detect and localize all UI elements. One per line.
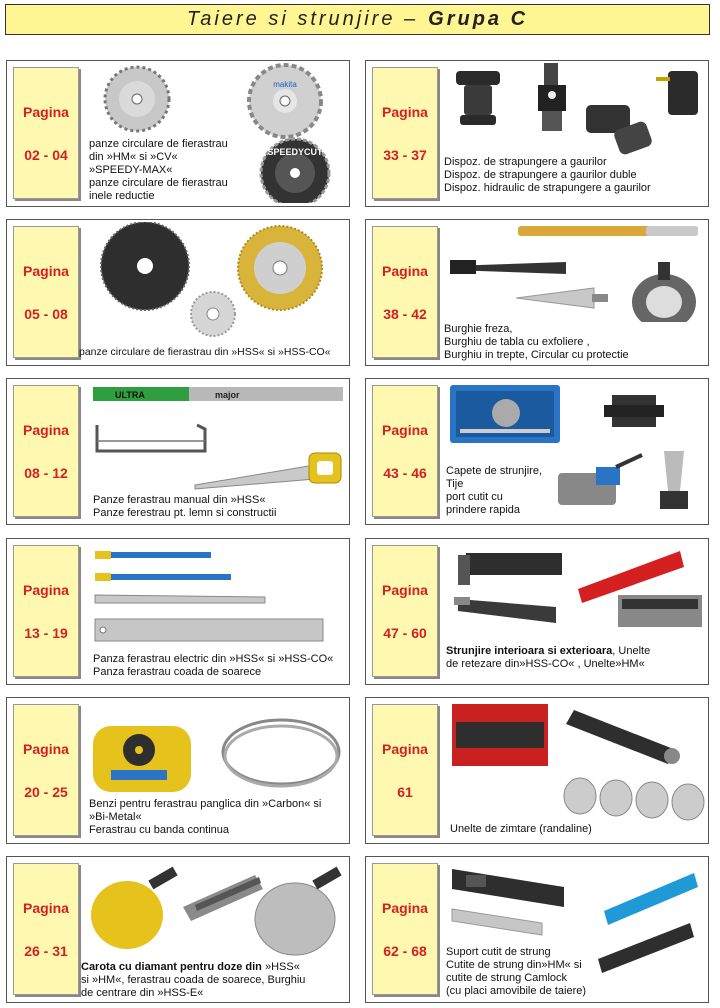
core-drill-icon [183, 875, 263, 921]
page-tab [372, 704, 438, 836]
page-tab [13, 704, 79, 836]
page-label: Pagina [382, 262, 428, 279]
yellow-hole-saw-icon [91, 867, 178, 949]
tool-case-icon [450, 385, 560, 443]
hole-punch-images [446, 63, 706, 155]
section-description: Burghie freza, Burghiu de tabla cu exfoliere , Burghiu in trepte, Circular cu protectie [444, 323, 629, 361]
gold-blade-icon [238, 226, 322, 310]
page-range: 05 - 08 [24, 305, 68, 322]
section-description: Panze ferastrau manual din »HSS« Panze ferestrau pt. lemn si constructii [93, 494, 277, 519]
band-loop-icon [223, 720, 339, 786]
twist-drill-icon [518, 226, 698, 236]
hacksaw-frame-icon [97, 425, 205, 451]
hand-saw-images [85, 381, 347, 491]
saw-blade-icon-2 [249, 65, 321, 137]
page-tab [372, 67, 438, 199]
section-description: Dispoz. de strapungere a gaurilor Dispoz. de strapungere a gaurilor duble Dispoz. hidraulic de strapungere a gaurilor [444, 156, 651, 194]
section-description: panze circulare de fierastrau din »HSS« si »HSS-CO« [79, 346, 331, 358]
page-tab [13, 226, 79, 358]
section-hole-punch [365, 60, 709, 207]
page-range: 61 [397, 783, 413, 800]
section-description: panze circulare de fierastrau din »HM« si »CV« »SPEEDY-MAX« panze circulare de fierastrau inele reductie [89, 138, 228, 202]
boring-bar-icon [458, 553, 562, 585]
page-label: Pagina [382, 740, 428, 757]
section-description: Capete de strunjire, Tije port cutit cu prindere rapida [446, 465, 542, 516]
header-title: Taiere si strunjire – [186, 8, 419, 30]
brand-logo: makita [273, 80, 297, 89]
knurling-wheels-icon [564, 778, 704, 820]
page-tab [13, 67, 79, 199]
drill-images [446, 222, 706, 322]
knurling-set-icon [452, 704, 548, 766]
page-range: 62 - 68 [383, 942, 427, 959]
section-tool-holders [365, 856, 709, 1003]
section-hand-saw [6, 378, 350, 525]
page-tab [372, 863, 438, 995]
hss-blade-images [85, 222, 347, 340]
section-hole-saw [6, 856, 350, 1003]
page-label: Pagina [23, 581, 69, 598]
section-description: Carota cu diamant pentru doze din »HSS« si »HM«, ferastrau coada de soarece, Burghiu de centrare din »HSS-E« [81, 961, 306, 999]
page-range: 20 - 25 [24, 783, 68, 800]
knurling-images [446, 700, 706, 824]
band-saw-coil-icon [93, 726, 191, 792]
section-knurling [365, 697, 709, 844]
hole-saw-images [85, 859, 347, 959]
page-label: Pagina [23, 262, 69, 279]
page-label: Pagina [382, 421, 428, 438]
step-drill-icon [516, 288, 608, 308]
taper-shank-icon [660, 451, 688, 509]
section-description: Suport cutit de strung Cutite de strung din»HM« si cutite de strung Camlock (cu placi amovibile de taiere) [446, 946, 587, 997]
page-range: 02 - 04 [24, 146, 68, 163]
brand-logo: ULTRA [115, 390, 145, 400]
page-label: Pagina [23, 740, 69, 757]
section-description: Unelte de zimtare (randaline) [450, 823, 592, 835]
quick-change-holder-icon [558, 455, 642, 505]
power-hacksaw-blade-icon [95, 619, 323, 641]
page-tab [372, 545, 438, 677]
punch-icon-4 [656, 71, 698, 115]
blue-tool-bit-icon [604, 873, 698, 925]
tool-holder-icon [452, 869, 564, 907]
jigsaw-blade-images [85, 541, 347, 649]
page-tab [372, 226, 438, 358]
tool-steel-blank-icon [452, 909, 542, 935]
page-tab [372, 385, 438, 517]
section-description: Benzi pentru ferastrau panglica din »Carbon« si »Bi-Metal« Ferastrau cu banda continua [89, 798, 322, 836]
knurling-tool-icon [566, 710, 680, 764]
page-range: 47 - 60 [383, 624, 427, 641]
page-label: Pagina [23, 899, 69, 916]
reciprocating-blade-icon [95, 595, 265, 603]
punch-icon-3 [586, 105, 653, 155]
carbide-tool-icon [598, 923, 694, 973]
jigsaw-blade-icon-2 [95, 573, 231, 581]
section-electric-saw [6, 538, 350, 685]
small-blade-icon [191, 292, 235, 336]
hole-saw-guard-icon [632, 262, 696, 322]
parting-block-icon [618, 595, 702, 627]
hacksaw-blade-icon [93, 387, 343, 401]
section-circular-saw-hss [6, 219, 350, 366]
page-label: Pagina [382, 103, 428, 120]
section-band-saw [6, 697, 350, 844]
saw-blade-icon-3 [261, 139, 329, 203]
section-description: Strunjire interioara si exterioara, Unelte de retezare din»HSS-CO« , Unelte»HM« [446, 645, 651, 670]
band-saw-images [85, 700, 347, 798]
section-turning-heads [365, 378, 709, 525]
header-group: Grupa C [428, 8, 529, 30]
page-range: 38 - 42 [383, 305, 427, 322]
punch-icon-2 [538, 63, 566, 131]
page-tab [13, 863, 79, 995]
page-tab [13, 545, 79, 677]
page-label: Pagina [23, 421, 69, 438]
section-turning-tools [365, 538, 709, 685]
page-label: Pagina [382, 581, 428, 598]
page-range: 26 - 31 [24, 942, 68, 959]
bimetal-hole-saw-icon [255, 867, 342, 955]
section-description: Panza ferastrau electric din »HSS« si »HSS-CO« Panza ferastrau coada de soarece [93, 653, 334, 678]
wood-saw-icon [195, 453, 341, 489]
cutting-tool-images [446, 541, 706, 641]
page-range: 08 - 12 [24, 464, 68, 481]
brand-logo: SPEEDYCUT [267, 147, 323, 157]
jigsaw-blade-icon-1 [95, 551, 211, 559]
brand-logo: major [215, 390, 240, 400]
page-tab [13, 385, 79, 517]
section-circular-saw-hm [6, 60, 350, 207]
page-label: Pagina [382, 899, 428, 916]
page-label: Pagina [23, 103, 69, 120]
section-drills [365, 219, 709, 366]
page-range: 43 - 46 [383, 464, 427, 481]
page-range: 33 - 37 [383, 146, 427, 163]
parting-tool-icon [454, 597, 556, 623]
punch-icon-1 [456, 71, 500, 125]
countersink-drill-icon [450, 260, 566, 274]
dark-blade-icon [101, 222, 189, 310]
page-header [5, 4, 710, 35]
saw-blade-icon-1 [105, 67, 169, 131]
page-range: 13 - 19 [24, 624, 68, 641]
tool-post-icon [604, 395, 664, 427]
